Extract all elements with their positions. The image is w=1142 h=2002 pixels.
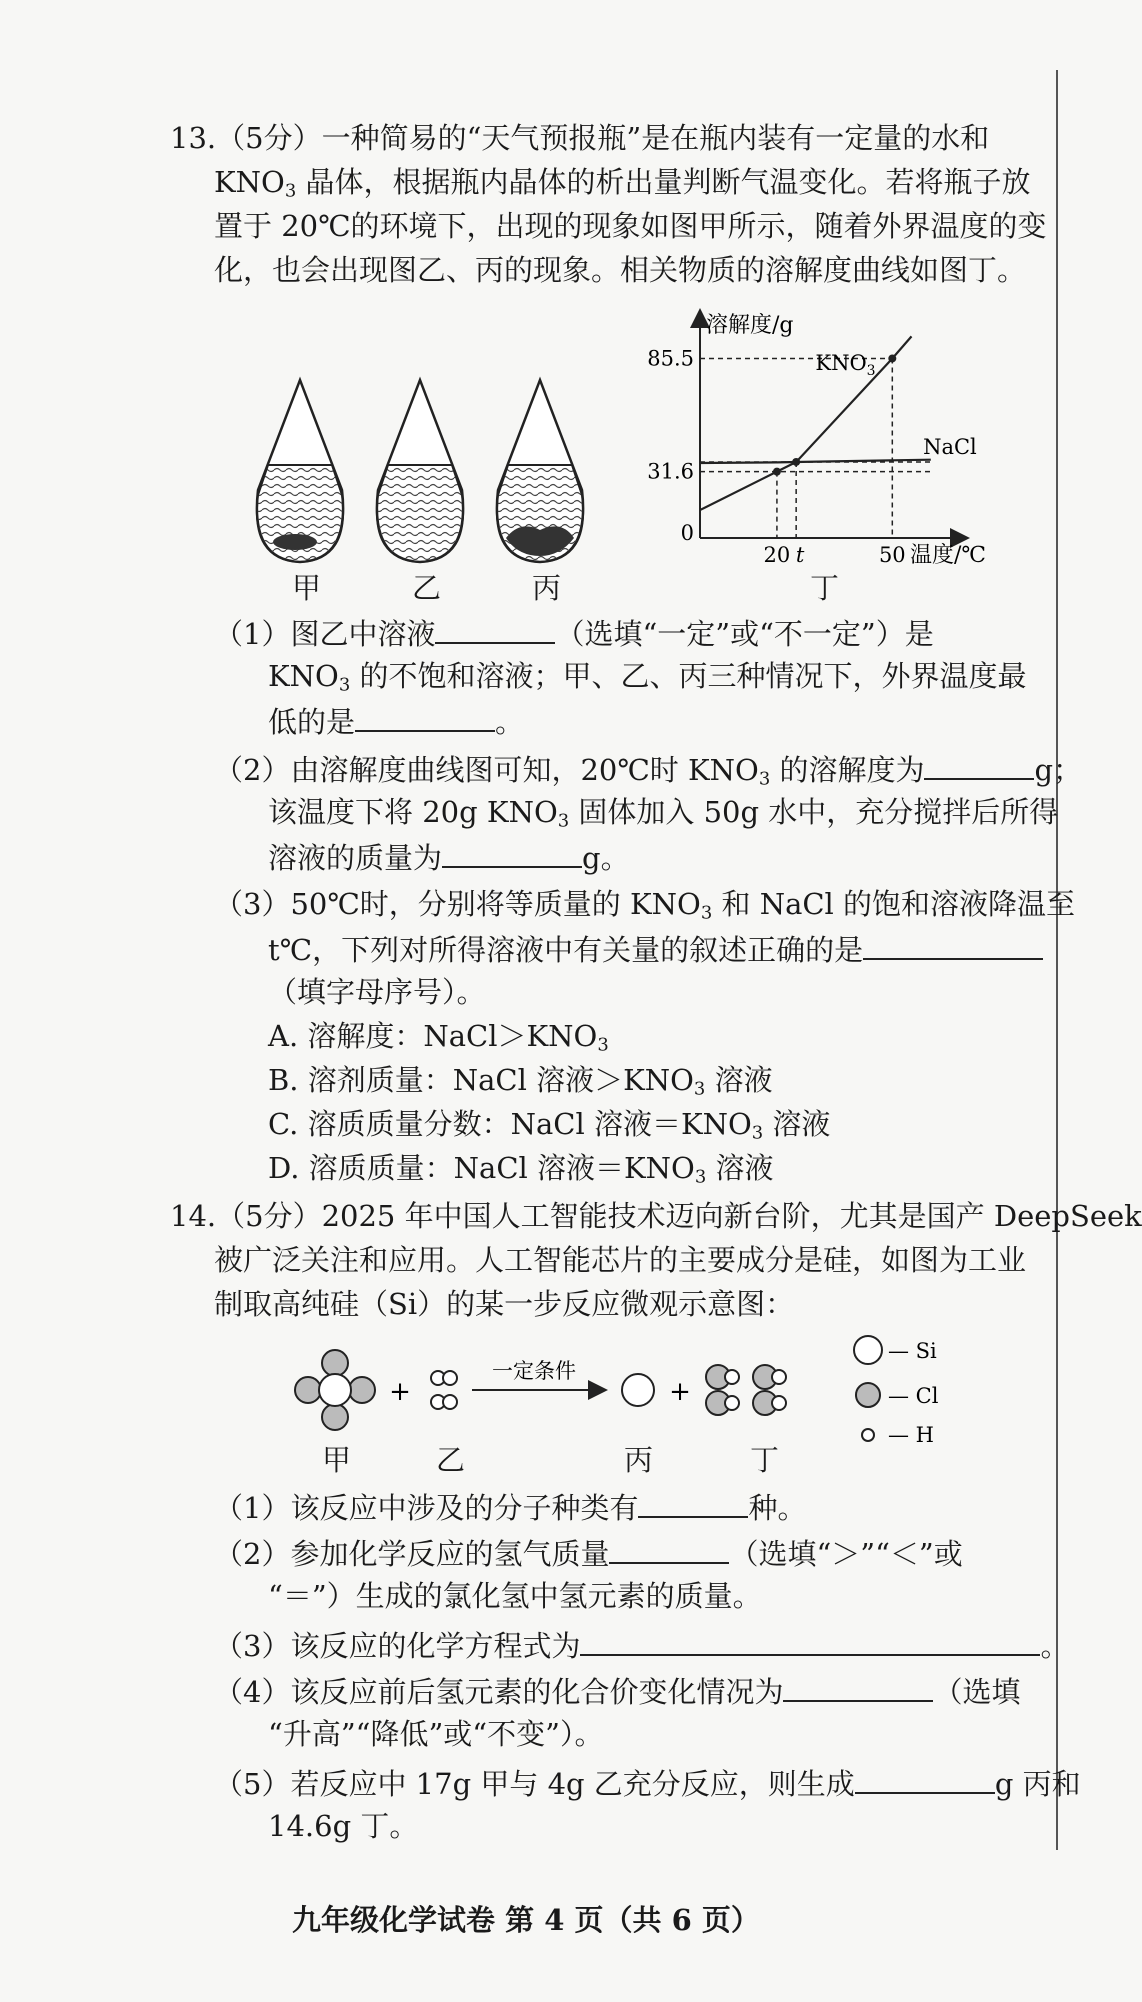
q13-sub3-b: t℃，下列对所得溶液中有关量的叙述正确的是: [268, 933, 864, 967]
option-d-text: D. 溶质质量：NaCl 溶液＝KNO: [268, 1151, 695, 1185]
q13-sub1-a: （1）图乙中溶液: [214, 617, 436, 651]
kno3-label: $KNO_3$: [815, 351, 876, 379]
point-kno3-50: [888, 354, 896, 362]
answer-blank-13-2b[interactable]: [442, 836, 582, 868]
q13-sub2-a-sub: 3: [758, 768, 771, 790]
q14-sub2-c: “＝”）生成的氯化氢中氢元素的质量。: [268, 1579, 762, 1613]
solubility-chart: [647, 310, 990, 570]
y-tick-85-5: 85.5: [647, 346, 694, 371]
q13-sub1-e: 。: [495, 705, 525, 739]
q14-intro-1: 2025 年中国人工智能技术迈向新台阶，尤其是国产 DeepSeek: [321, 1199, 1142, 1233]
page-footer: 九年级化学试卷 第 4 页（共 6 页）: [292, 1903, 760, 1937]
q13-sub1-c: 的不饱和溶液；甲、乙、丙三种情况下，外界温度最: [350, 659, 1027, 693]
option-b-text: B. 溶剂质量：NaCl 溶液＞KNO: [268, 1063, 694, 1097]
atom-si: [622, 1374, 654, 1406]
q14-sub5-c: 14.6g 丁。: [268, 1809, 419, 1843]
x-tick-t: t: [795, 543, 805, 567]
diagram-label-yi: 乙: [436, 1443, 466, 1477]
x-tick-20: 20: [763, 543, 791, 567]
q13-sub2-a-rest: 的溶解度为: [770, 753, 925, 787]
q13-sub3-line2: [268, 928, 1043, 970]
legend-h: — H: [888, 1423, 934, 1447]
q13-sub1-line1: [214, 612, 934, 654]
q14-sub1: [214, 1486, 806, 1528]
q13-sub3-a-rest: 和 NaCl 的饱和溶液降温至: [712, 887, 1076, 921]
y-tick-0: 0: [680, 521, 694, 545]
q14-intro-2: 被广泛关注和应用。人工智能芯片的主要成分是硅，如图为工业: [214, 1243, 1027, 1277]
q13-sub2-d: 溶液的质量为: [268, 841, 443, 875]
legend-cl: — Cl: [888, 1384, 939, 1408]
y-tick-31-6: 31.6: [647, 459, 694, 484]
q13-sub2-e: g。: [582, 841, 630, 875]
q13-sub2-c-rest: 固体加入 50g 水中，充分搅拌后所得: [569, 795, 1059, 829]
q14-sub5-line2: [268, 1806, 418, 1846]
q13-sub3-line1: [214, 884, 1075, 933]
q14-line-1: [170, 1196, 1142, 1236]
option-d-sub: 3: [694, 1166, 707, 1188]
reaction-condition: 一定条件: [492, 1359, 576, 1383]
q14-line-2: [214, 1240, 1026, 1280]
point-kno3-20: [773, 468, 781, 476]
q14-sub3-a: （3）该反应的化学方程式为: [214, 1629, 581, 1663]
option-b-sub: 3: [693, 1078, 706, 1100]
answer-blank-13-1b[interactable]: [355, 700, 495, 732]
q14-sub1-b: 种。: [748, 1491, 807, 1525]
flask-bing: [497, 380, 583, 562]
q13-line-1: [170, 118, 989, 158]
q13-sub2-c-sub: 3: [557, 810, 570, 832]
q14-sub5-b: g 丙和: [994, 1767, 1081, 1801]
flask-label-bing: 丙: [532, 571, 562, 605]
option-b-rest: 溶液: [705, 1063, 773, 1097]
diagram-label-bing: 丙: [624, 1443, 654, 1477]
q14-sub2-a: （2）参加化学反应的氢气质量: [214, 1537, 610, 1571]
nacl-curve: [700, 460, 931, 463]
q14-score: （5分）: [216, 1199, 322, 1233]
option-c: [268, 1104, 830, 1153]
x-tick-50: 50: [878, 543, 906, 567]
nacl-label: NaCl: [923, 435, 977, 459]
q14-sub5-line1: [214, 1762, 1081, 1804]
x-axis-label: 温度/℃: [910, 543, 987, 568]
margin-rule: [1056, 70, 1058, 1850]
option-b: [268, 1060, 773, 1109]
option-a-sub: 3: [597, 1034, 609, 1056]
q14-sub4-c: “升高”“降低”或“不变”）。: [268, 1717, 604, 1751]
flask-label-yi: 乙: [412, 571, 442, 605]
molecule-hcl: [706, 1365, 786, 1415]
q13-sub2-line2: [268, 792, 1058, 841]
q14-sub4-a: （4）该反应前后氢元素的化合价变化情况为: [214, 1675, 784, 1709]
q13-sub3-a-sub: 3: [700, 902, 713, 924]
answer-blank-14-4[interactable]: [783, 1670, 933, 1702]
q13-sub1-b: （选填“一定”或“不一定”）是: [555, 617, 934, 651]
q13-sub1-kno: KNO: [268, 659, 339, 693]
q14-number: 14.: [170, 1199, 217, 1233]
option-a: [268, 1016, 609, 1065]
answer-blank-13-2a[interactable]: [924, 748, 1034, 780]
flask-yi: [377, 380, 463, 562]
q13-sub2-b: g；: [1034, 753, 1083, 787]
answer-blank-13-1a[interactable]: [435, 612, 555, 644]
q14-intro-3: 制取高纯硅（Si）的某一步反应微观示意图：: [214, 1287, 795, 1321]
q13-kno: KNO: [214, 165, 285, 199]
q14-sub5-a: （5）若反应中 17g 甲与 4g 乙充分反应，则生成: [214, 1767, 855, 1801]
q13-intro-3: 置于 20℃的环境下，出现的现象如图甲所示，随着外界温度的变: [214, 209, 1047, 243]
q13-intro-1: 一种简易的“天气预报瓶”是在瓶内装有一定量的水和: [321, 121, 990, 155]
kno3-curve: [700, 336, 912, 510]
q13-number: 13.: [170, 121, 217, 155]
molecule-sicl4: [295, 1350, 375, 1430]
q14-sub4-b: （选填: [933, 1675, 1021, 1709]
plus-sign-2: +: [669, 1377, 691, 1407]
option-d-rest: 溶液: [706, 1151, 774, 1185]
diagram-label-jia: 甲: [322, 1443, 352, 1477]
q13-sub1-line3: [268, 700, 524, 742]
q13-line-2: [214, 162, 1031, 211]
option-c-text: C. 溶质质量分数：NaCl 溶液＝KNO: [268, 1107, 752, 1141]
q13-sub3-c: （填字母序号）。: [268, 975, 486, 1009]
crystal-deposit: [273, 534, 317, 550]
legend-si: — Si: [888, 1339, 937, 1363]
q14-sub2-b: （选填“＞”“＜”或: [729, 1537, 963, 1571]
q13-kno-sub: 3: [284, 180, 297, 202]
answer-blank-14-3[interactable]: [580, 1624, 1040, 1656]
legend-icons: [854, 1336, 882, 1441]
flask-label-jia: 甲: [292, 571, 322, 605]
guide-lines: [700, 358, 931, 538]
plus-sign-1: +: [389, 1377, 411, 1407]
q13-intro-4: 化，也会出现图乙、丙的现象。相关物质的溶解度曲线如图丁。: [214, 253, 1027, 287]
molecule-h2: [431, 1371, 457, 1409]
q13-line-4: [214, 250, 1026, 290]
q13-score: （5分）: [216, 121, 322, 155]
point-intersection: [792, 458, 800, 466]
q14-sub4-line1: [214, 1670, 1020, 1712]
q13-sub1-kno-sub: 3: [338, 674, 351, 696]
answer-blank-13-3[interactable]: [863, 928, 1043, 960]
flask-jia: [257, 380, 343, 562]
diagram-label-ding: 丁: [750, 1443, 780, 1477]
answer-blank-14-5[interactable]: [855, 1762, 995, 1794]
option-d: [268, 1148, 773, 1197]
q14-line-3: [214, 1284, 794, 1324]
q14-sub4-line2: [268, 1714, 603, 1754]
reaction-diagram: [280, 1320, 1000, 1460]
q13-intro-2: 晶体，根据瓶内晶体的析出量判断气温变化。若将瓶子放: [296, 165, 1031, 199]
q13-sub2-c: 该温度下将 20g KNO: [268, 795, 558, 829]
option-a-text: A. 溶解度：NaCl＞KNO: [268, 1019, 598, 1053]
q13-sub3-a: （3）50℃时，分别将等质量的 KNO: [214, 887, 701, 921]
option-c-rest: 溶液: [763, 1107, 831, 1141]
q14-sub2-line1: [214, 1532, 963, 1574]
q14-sub1-a: （1）该反应中涉及的分子种类有: [214, 1491, 639, 1525]
q14-sub3-b: 。: [1040, 1629, 1070, 1663]
y-axis-label: 溶解度/g: [706, 313, 794, 338]
q13-sub2-line3: [268, 836, 630, 878]
q13-line-3: [214, 206, 1047, 246]
chart-label-ding: 丁: [810, 571, 840, 605]
q14-sub2-line2: [268, 1576, 762, 1616]
q14-sub3: [214, 1624, 1069, 1666]
option-c-sub: 3: [751, 1122, 764, 1144]
answer-blank-14-1[interactable]: [638, 1486, 748, 1518]
q13-sub3-line3: [268, 972, 486, 1012]
q13-sub1-line2: [268, 656, 1027, 705]
q13-sub2-a: （2）由溶解度曲线图可知，20℃时 KNO: [214, 753, 759, 787]
answer-blank-14-2[interactable]: [609, 1532, 729, 1564]
q13-sub1-d: 低的是: [268, 705, 356, 739]
